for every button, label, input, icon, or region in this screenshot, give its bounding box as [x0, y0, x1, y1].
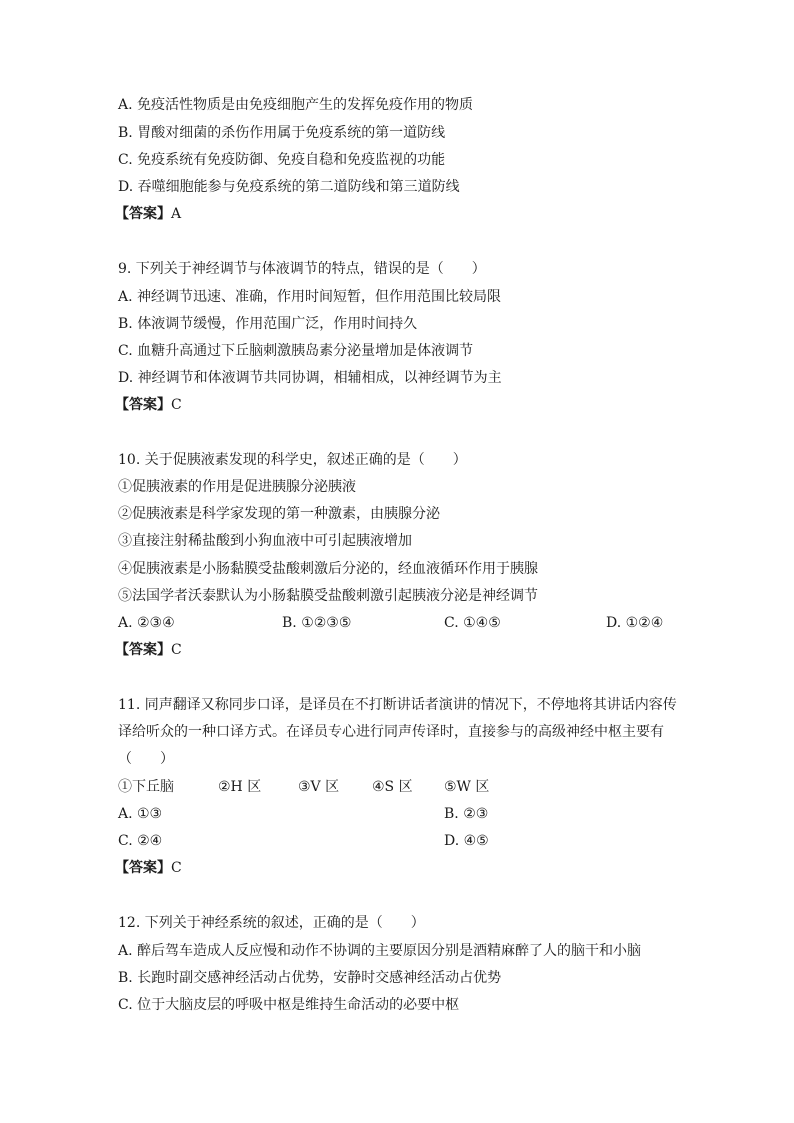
q11-item-1: ①下丘脑 [118, 779, 174, 795]
q11-answer [115, 859, 182, 877]
answer-value: C [171, 642, 182, 658]
q8-option-c: C. 免疫系统有免疫防御、免疫自稳和免疫监视的功能 [118, 152, 446, 168]
q9-option-d: D. 神经调节和体液调节共同协调，相辅相成，以神经调节为主 [118, 370, 502, 386]
q12-option-b: B. 长跑时副交感神经活动占优势，安静时交感神经活动占优势 [118, 970, 502, 986]
q12-stem: 12. 下列关于神经系统的叙述，正确的是（ ） [118, 915, 425, 931]
q10-statement-5: ⑤法国学者沃泰默认为小肠黏膜受盐酸刺激引起胰液分泌是神经调节 [118, 588, 538, 604]
q11-stem-line-1: 11. 同声翻译又称同步口译，是译员在不打断讲话者演讲的情况下，不停地将其讲话内容传 [118, 697, 677, 713]
q11-option-b: B. ②③ [444, 806, 489, 822]
q10-statement-4: ④促胰液素是小肠黏膜受盐酸刺激后分泌的，经血液循环作用于胰腺 [118, 561, 538, 577]
q11-option-c: C. ②④ [118, 833, 163, 849]
q10-option-d: D. ①②④ [606, 615, 664, 631]
answer-value: C [171, 860, 182, 876]
q10-answer [115, 641, 182, 659]
q11-stem-line-2: 译给听众的一种口译方式。在译员专心进行同声传译时，直接参与的高级神经中枢主要有 [118, 724, 664, 740]
q12-option-c: C. 位于大脑皮层的呼吸中枢是维持生命活动的必要中枢 [118, 997, 460, 1013]
q11-option-a: A. ①③ [118, 806, 163, 822]
q10-statement-3: ③直接注射稀盐酸到小狗血液中可引起胰液增加 [118, 533, 412, 549]
q10-option-a: A. ②③④ [118, 615, 175, 631]
answer-label: 【答案】 [115, 206, 171, 222]
q11-item-5: ⑤W 区 [444, 779, 490, 795]
q10-option-c: C. ①④⑤ [444, 615, 501, 631]
q9-option-c: C. 血糖升高通过下丘脑刺激胰岛素分泌量增加是体液调节 [118, 343, 474, 359]
q8-answer [115, 205, 181, 223]
answer-label: 【答案】 [115, 397, 171, 413]
answer-label: 【答案】 [115, 642, 171, 658]
q10-statement-2: ②促胰液素是科学家发现的第一种激素，由胰腺分泌 [118, 506, 440, 522]
answer-label: 【答案】 [115, 860, 171, 876]
q9-answer [115, 396, 182, 414]
q10-stem: 10. 关于促胰液素发现的科学史，叙述正确的是（ ） [118, 452, 467, 468]
q9-option-a: A. 神经调节迅速、准确，作用时间短暂，但作用范围比较局限 [118, 289, 502, 305]
q11-stem-line-3: （ ） [118, 751, 174, 767]
answer-value: A [171, 206, 182, 222]
answer-value: C [171, 397, 182, 413]
q10-option-b: B. ①②③⑤ [282, 615, 352, 631]
q8-option-d: D. 吞噬细胞能参与免疫系统的第二道防线和第三道防线 [118, 179, 460, 195]
q11-item-2: ②H 区 [218, 779, 262, 795]
q11-item-3: ③V 区 [298, 779, 340, 795]
q8-option-b: B. 胃酸对细菌的杀伤作用属于免疫系统的第一道防线 [118, 125, 446, 141]
q9-option-b: B. 体液调节缓慢，作用范围广泛，作用时间持久 [118, 316, 418, 332]
q12-option-a: A. 醉后驾车造成人反应慢和动作不协调的主要原因分别是酒精麻醉了人的脑干和小脑 [118, 943, 642, 959]
q9-stem: 9. 下列关于神经调节与体液调节的特点，错误的是（ ） [118, 261, 486, 277]
q8-option-a: A. 免疫活性物质是由免疫细胞产生的发挥免疫作用的物质 [118, 97, 474, 113]
q11-item-4: ④S 区 [372, 779, 413, 795]
q11-option-d: D. ④⑤ [444, 833, 489, 849]
q10-statement-1: ①促胰液素的作用是促进胰腺分泌胰液 [118, 479, 356, 495]
